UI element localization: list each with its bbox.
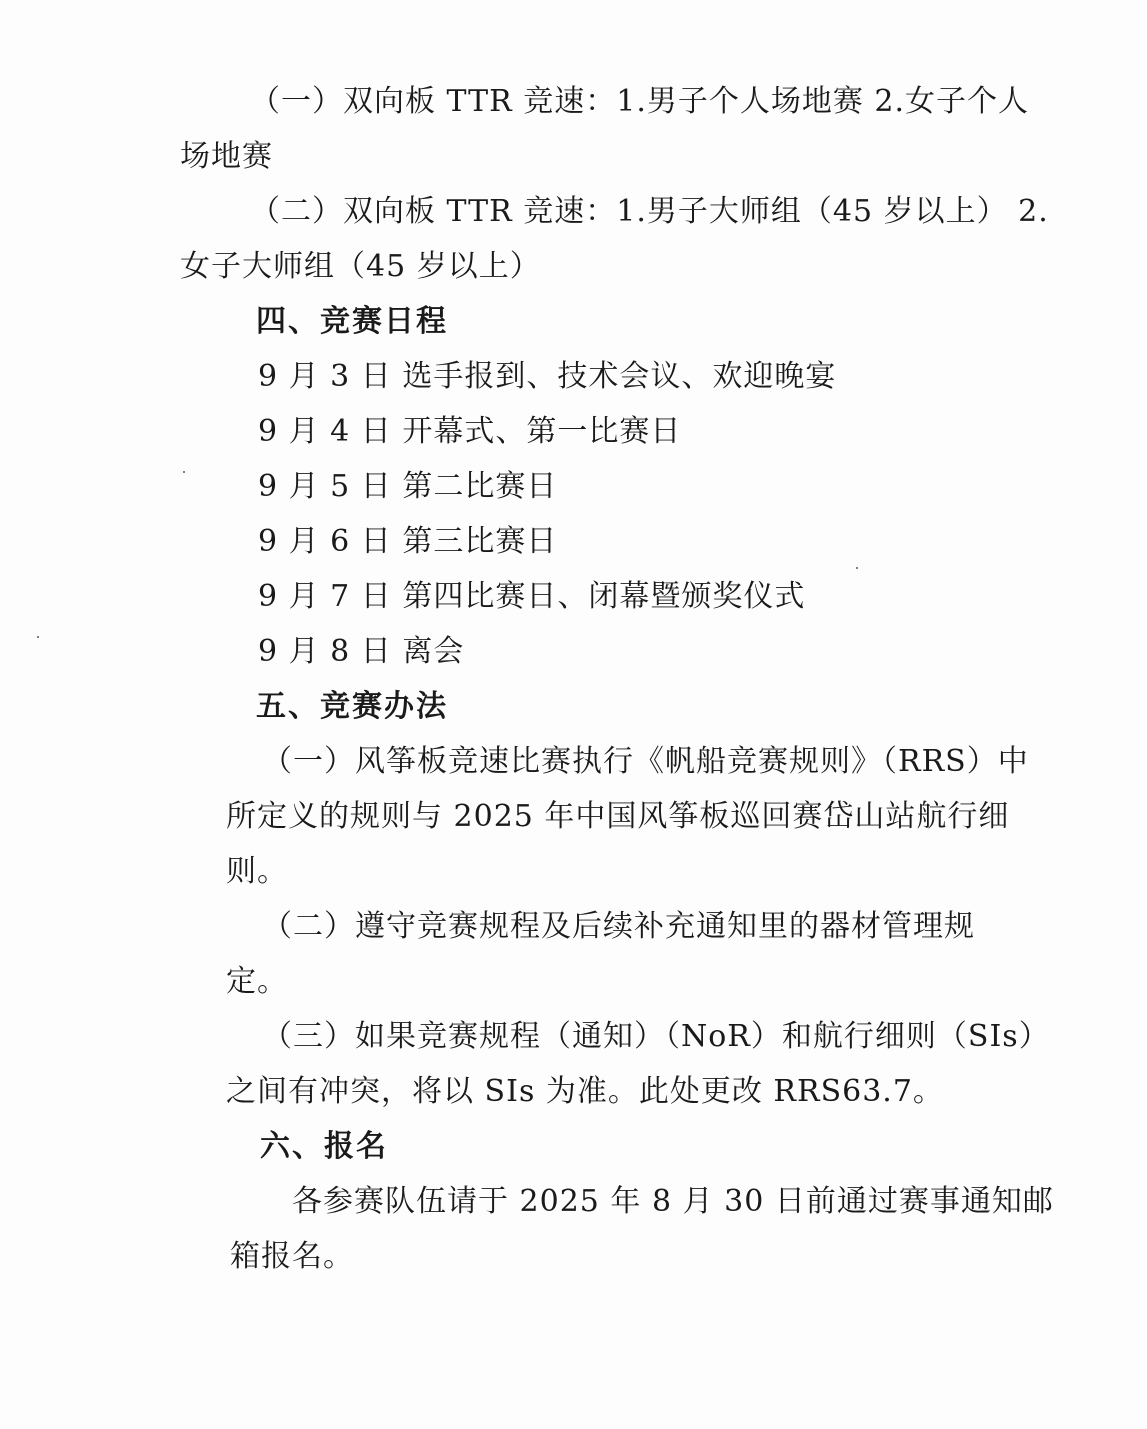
section5-item3-line1: （三）如果竞赛规程（通知）（NoR）和航行细则（SIs） — [262, 1019, 1050, 1054]
section3-item2-line1: （二）双向板 TTR 竞速：1.男子大师组（45 岁以上） 2. — [250, 194, 1049, 229]
schedule-item: 9 月 7 日 第四比赛日、闭幕暨颁奖仪式 — [258, 579, 806, 614]
schedule-item: 9 月 5 日 第二比赛日 — [258, 469, 558, 504]
scan-speck — [37, 636, 39, 638]
schedule-item: 9 月 4 日 开幕式、第一比赛日 — [258, 414, 682, 449]
section6-line1: 各参赛队伍请于 2025 年 8 月 30 日前通过赛事通知邮 — [292, 1184, 1054, 1219]
section3-item1-line2: 场地赛 — [180, 139, 273, 174]
section5-heading: 五、竞赛办法 — [256, 689, 448, 724]
schedule-item: 9 月 3 日 选手报到、技术会议、欢迎晚宴 — [258, 359, 837, 394]
section6-heading: 六、报名 — [260, 1129, 388, 1164]
scan-speck — [183, 471, 185, 473]
section3-item2-line2: 女子大师组（45 岁以上） — [180, 249, 541, 284]
section5-item1-line1: （一）风筝板竞速比赛执行《帆船竞赛规则》（RRS）中 — [262, 744, 1029, 779]
schedule-item: 9 月 6 日 第三比赛日 — [258, 524, 558, 559]
section5-item3-line2: 之间有冲突，将以 SIs 为准。此处更改 RRS63.7。 — [226, 1074, 944, 1109]
section6-line2: 箱报名。 — [230, 1239, 354, 1274]
section5-item2-line1: （二）遵守竞赛规程及后续补充通知里的器材管理规 — [262, 909, 975, 944]
section5-item1-line2: 所定义的规则与 2025 年中国风筝板巡回赛岱山站航行细 — [226, 799, 1010, 834]
schedule-item: 9 月 8 日 离会 — [258, 634, 465, 669]
section4-heading: 四、竞赛日程 — [256, 304, 448, 339]
scan-speck — [856, 567, 858, 569]
section3-item1-line1: （一）双向板 TTR 竞速：1.男子个人场地赛 2.女子个人 — [250, 84, 1030, 119]
section5-item1-line3: 则。 — [226, 854, 288, 889]
section5-item2-line2: 定。 — [226, 964, 288, 999]
